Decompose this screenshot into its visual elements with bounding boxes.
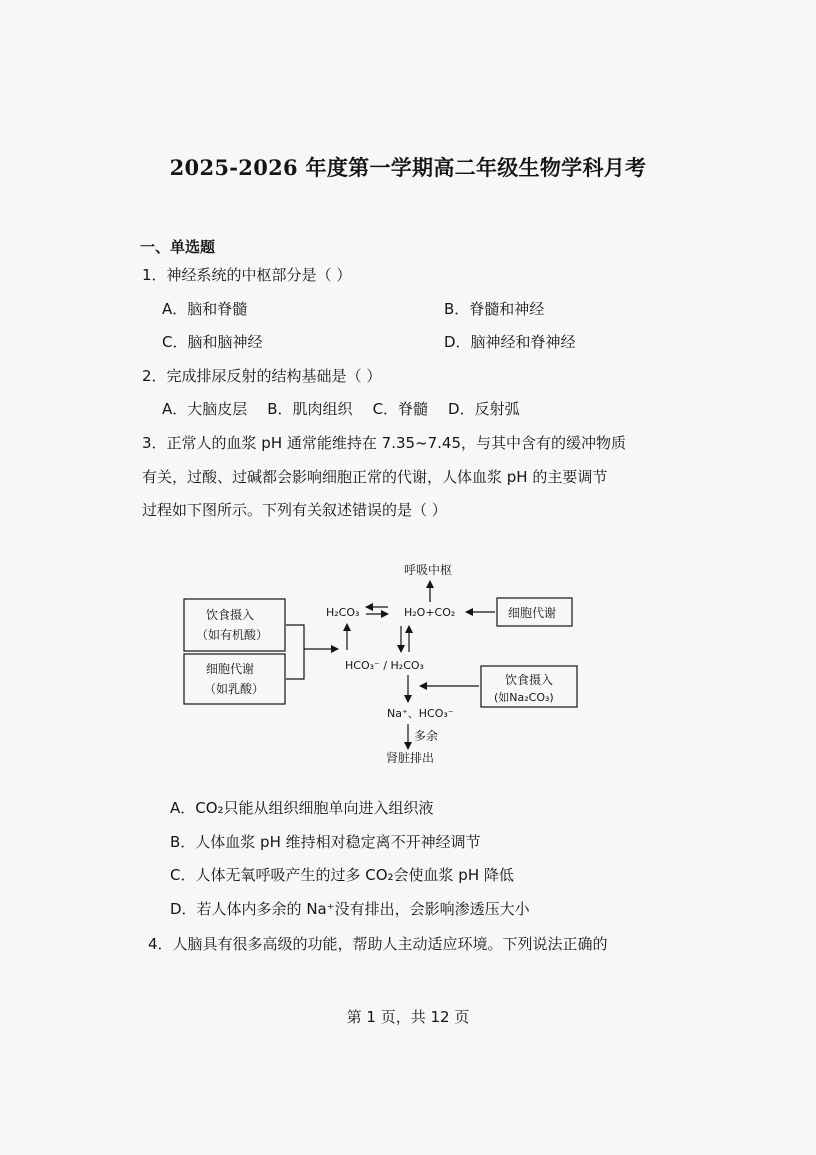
question-2-option-c: C．脊髓 (372, 400, 429, 418)
left-boxes-bracket (286, 625, 304, 679)
buffer-label: HCO₃⁻ / H₂CO₃ (345, 659, 424, 672)
question-3-stem-line-2: 有关，过酸、过碱都会影响细胞正常的代谢，人体血浆 pH 的主要调节 (142, 468, 608, 486)
exam-title: 2025-2026 年度第一学期高二年级生物学科月考 (169, 155, 647, 180)
diet-intake-right-line-1: 饮食摄入 (505, 673, 554, 687)
question-1-option-b: B．脊髓和神经 (444, 300, 545, 318)
question-3-stem-line-3: 过程如下图所示。下列有关叙述错误的是（ ） (142, 501, 447, 519)
ions-label: Na⁺、HCO₃⁻ (387, 707, 454, 720)
cell-metabolism-right-label: 细胞代谢 (508, 606, 557, 620)
resp-center-label: 呼吸中枢 (404, 563, 453, 577)
question-2-option-a: A．大脑皮层 (162, 400, 248, 418)
diet-intake-right-line-2: (如Na₂CO₃) (494, 691, 554, 704)
page-footer: 第 1 页，共 12 页 (346, 1008, 470, 1026)
question-2-stem: 2．完成排尿反射的结构基础是（ ） (142, 367, 382, 385)
question-3-option-b: B．人体血浆 pH 维持相对稳定离不开神经调节 (170, 833, 481, 851)
question-3-option-d: D．若人体内多余的 Na⁺没有排出，会影响渗透压大小 (170, 900, 530, 918)
h2co3-label: H₂CO₃ (326, 606, 360, 619)
question-1-option-d: D．脑神经和脊神经 (444, 333, 576, 351)
diet-intake-box-left (184, 599, 285, 651)
section-heading: 一、单选题 (140, 238, 216, 256)
question-2-option-b: B．肌肉组织 (267, 400, 353, 418)
h2o-co2-label: H₂O+CO₂ (404, 606, 456, 619)
question-4-stem-line-1: 4．人脑具有很多高级的功能，帮助人主动适应环境。下列说法正确的 (148, 935, 608, 953)
cell-metabolism-left-line-2: （如乳酸） (204, 682, 265, 696)
question-1-stem: 1．神经系统的中枢部分是（ ） (142, 266, 352, 284)
kidney-label: 肾脏排出 (386, 751, 435, 765)
diet-intake-left-line-2: （如有机酸） (196, 628, 269, 642)
question-1-option-c: C．脑和脑神经 (162, 333, 263, 351)
question-3-stem-line-1: 3．正常人的血浆 pH 通常能维持在 7.35~7.45，与其中含有的缓冲物质 (142, 434, 627, 452)
diet-intake-left-line-1: 饮食摄入 (206, 608, 255, 622)
cell-metabolism-left-line-1: 细胞代谢 (206, 662, 255, 676)
question-1-option-a: A．脑和脊髓 (162, 300, 248, 318)
excess-label: 多余 (414, 729, 439, 743)
question-3-option-a: A．CO₂只能从组织细胞单向进入组织液 (170, 799, 434, 817)
question-3-option-c: C．人体无氧呼吸产生的过多 CO₂会使血浆 pH 降低 (170, 866, 514, 884)
question-2-option-d: D．反射弧 (448, 400, 520, 418)
